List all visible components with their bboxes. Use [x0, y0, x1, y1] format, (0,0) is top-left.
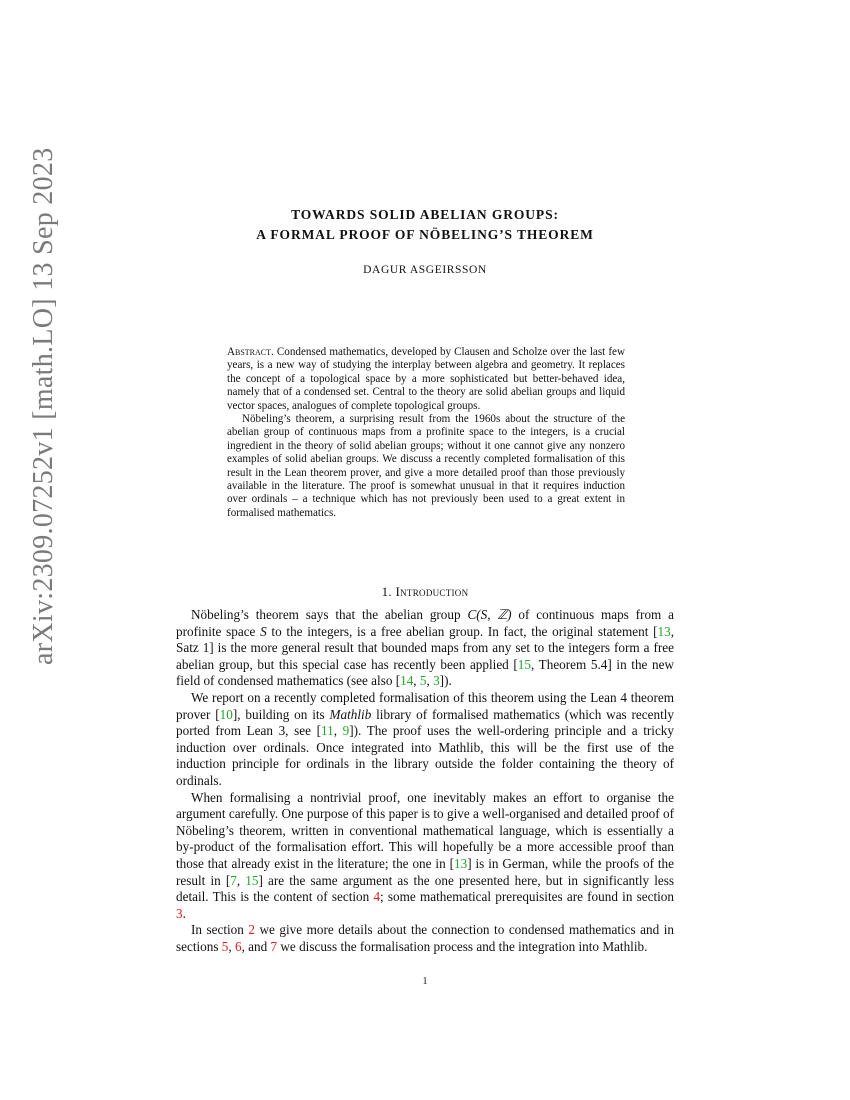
- text-run: ,: [236, 872, 246, 888]
- text-run: Nöbeling’s theorem says that the abelian group: [191, 607, 468, 622]
- abstract-paragraph-2: Nöbeling’s theorem, a surprising result from the 1960s about the structure of the abelian group of continuous maps from a profinite space to the integers, is a crucial ingredient in the theory of solid abelian groups; without it one cannot give any nonzero examples of solid abelian groups. We discuss a recently completed formalisation of this result in the Lean theorem prover, and give a more detailed proof than those previously available in the literature. The proof is somewhat unusual in that it requires induction over ordinals – a technique which has not previously been used to a great extent in formalised mathematics.: [227, 413, 625, 519]
- text-run: ] are the same argument as the one presented here, but in significantly less detail. This is the content of section: [176, 872, 674, 905]
- citation-link[interactable]: 10: [219, 706, 233, 722]
- text-run: of continuous maps from a profinite space: [176, 607, 674, 639]
- abstract-paragraph-1: [227, 346, 625, 413]
- page-number: 1: [422, 976, 428, 987]
- text-run: ], building on its: [232, 706, 330, 722]
- section-reference-link[interactable]: 3: [176, 905, 183, 921]
- citation-link[interactable]: 7: [230, 872, 237, 888]
- math-expression: C(S, ℤ): [467, 607, 512, 622]
- citation-link[interactable]: 9: [342, 723, 350, 739]
- intro-paragraph-4: [176, 922, 674, 955]
- abstract: [227, 346, 625, 520]
- text-run: , Satz 1] is the more general result that bounded maps from any set to the integers form a free abelian group, but this special case has recently been applied [: [176, 623, 674, 672]
- section-reference-link[interactable]: 6: [234, 938, 242, 954]
- citation-link[interactable]: 13: [454, 855, 468, 871]
- text-run: In section: [191, 922, 249, 938]
- section-reference-link[interactable]: 5: [221, 938, 229, 954]
- section-reference-link[interactable]: 7: [270, 938, 278, 954]
- citation-link[interactable]: 15: [517, 656, 531, 672]
- section-reference-link[interactable]: 2: [248, 922, 255, 938]
- math-expression: S: [260, 623, 267, 639]
- arxiv-identifier: arXiv:2309.07252v1 [math.LO] 13 Sep 2023: [28, 147, 59, 665]
- intro-paragraph-1: [176, 607, 674, 690]
- abstract-label: Abstract.: [227, 346, 274, 358]
- text-run: ,: [333, 723, 343, 739]
- text-run: .: [182, 905, 186, 921]
- section-number: 1.: [381, 584, 392, 599]
- text-run: ,: [413, 673, 420, 689]
- text-run: we discuss the formalisation process and the integration into Mathlib.: [277, 938, 648, 954]
- introduction-body: [176, 607, 674, 955]
- text-run: library of formalised mathematics (which was recently ported from Lean 3, see [: [176, 706, 674, 739]
- text-run: When formalising a nontrivial proof, one inevitably makes an effort to organise the argument carefully. One purpose of this paper is to give a well-organised and detailed proof of Nöbeling’s theorem, written in conventional mathematical language, which is essentially a by-product of the formalisation effort. This will hopefully be a more accessible proof than those that already exist in the literature; the one in [: [176, 789, 674, 871]
- text-run: ,: [426, 673, 434, 689]
- text-run: , Theorem 5.4] in the new field of condensed mathematics (see also [: [176, 656, 675, 689]
- citation-link[interactable]: 11: [321, 723, 334, 739]
- citation-link[interactable]: 13: [657, 623, 671, 639]
- citation-link[interactable]: 3: [433, 673, 440, 689]
- intro-paragraph-2: [176, 690, 674, 790]
- text-run: ; some mathematical prerequisites are found in section: [380, 889, 674, 905]
- author-name: DAGUR ASGEIRSSON: [363, 264, 487, 276]
- text-run: we give more details about the connection to condensed mathematics and in sections: [176, 922, 674, 954]
- citation-link[interactable]: 15: [245, 872, 259, 888]
- section-reference-link[interactable]: 4: [373, 889, 381, 905]
- paper-title-line-2: A FORMAL PROOF OF NÖBELING’S THEOREM: [256, 227, 594, 242]
- text-run: ]). The proof uses the well-ordering principle and a tricky induction over ordinals. Once integrated into Mathlib, this will be the first use of the induction principle for ordinals in the library outside the folder containing the theory of ordinals.: [176, 723, 674, 788]
- abstract-text-1: Condensed mathematics, developed by Clausen and Scholze over the last few years, is a new way of studying the interplay between algebra and geometry. It replaces the concept of a topological space by a more sophisticated but better-behaved idea, namely that of a condensed set. Central to the theory are solid abelian groups and liquid vector spaces, analogues of complete topological groups.: [227, 346, 625, 412]
- text-run: ] is in German, while the proofs of the result in [: [176, 855, 675, 888]
- text-run: , and: [241, 938, 271, 954]
- text-run: ,: [228, 938, 235, 954]
- emphasis-mathlib: Mathlib: [329, 706, 372, 722]
- section-title: Introduction: [395, 584, 469, 599]
- text-run: ]).: [439, 673, 452, 689]
- text-run: to the integers, is a free abelian group. In fact, the original statement [: [266, 623, 658, 639]
- citation-link[interactable]: 5: [419, 673, 427, 689]
- section-heading: [170, 584, 680, 600]
- text-run: We report on a recently completed formalisation of this theorem using the Lean 4 theorem prover [: [176, 689, 674, 722]
- paper-title-line-1: TOWARDS SOLID ABELIAN GROUPS:: [291, 207, 559, 222]
- intro-paragraph-3: [176, 790, 674, 923]
- citation-link[interactable]: 14: [400, 673, 414, 689]
